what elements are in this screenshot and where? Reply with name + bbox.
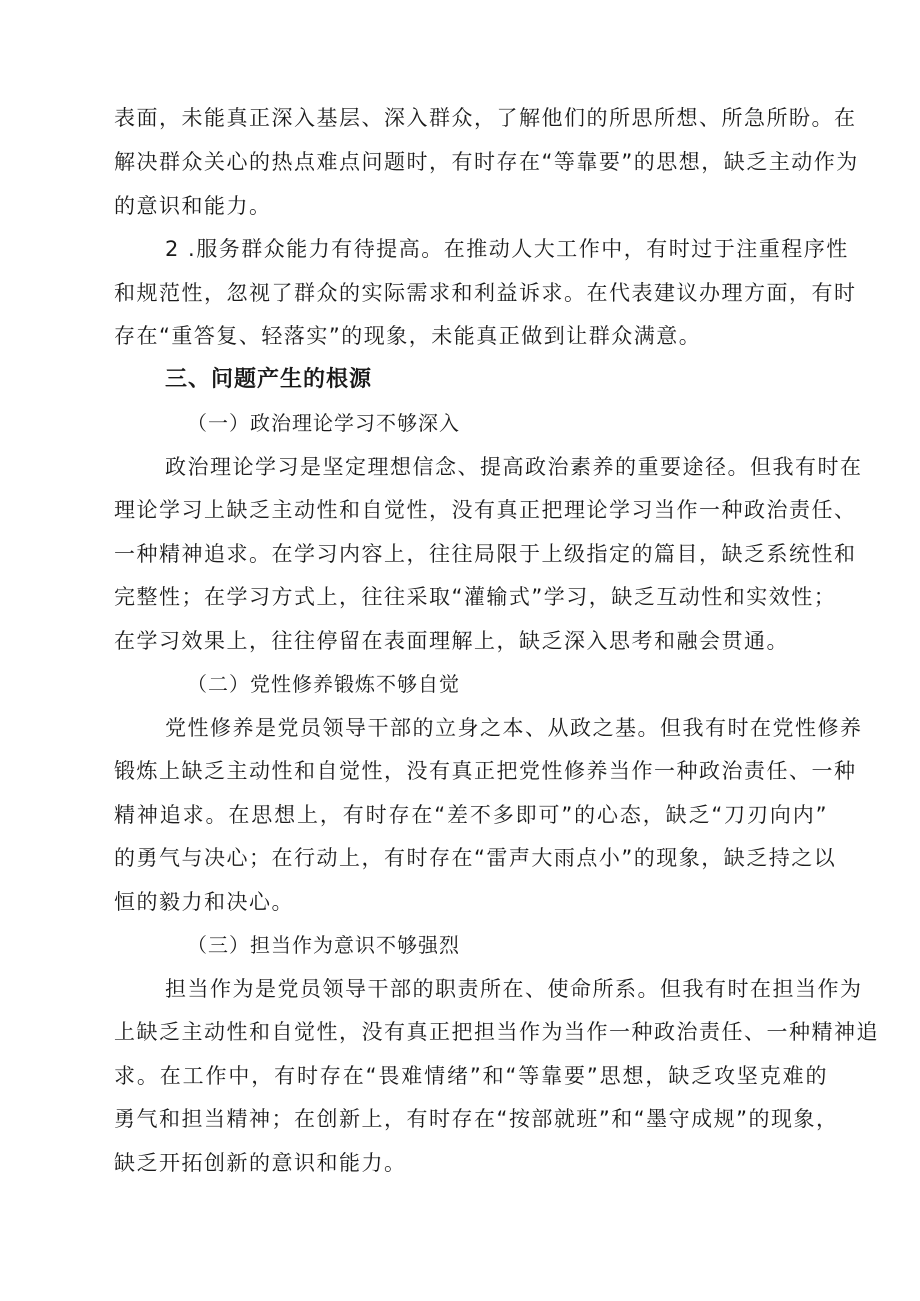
paragraph-line: 完整性；在学习方式上，往往采取“灌输式”学习，缺乏互动性和实效性；: [114, 585, 837, 609]
paragraph-line: 在学习效果上，往往停留在表面理解上，缺乏深入思考和融会贯通。: [114, 629, 789, 653]
paragraph-line: 求。在工作中，有时存在“畏难情绪”和“等靠要”思想，缺乏攻坚克难的: [114, 1064, 828, 1088]
paragraph-line: 理论学习上缺乏主动性和自觉性，没有真正把理论学习当作一种政治责任、: [114, 498, 857, 522]
paragraph-line: 的意识和能力。: [114, 194, 272, 218]
paragraph-line: 恒的毅力和决心。: [114, 890, 294, 914]
subsection-heading: （二）党性修养锻炼不够自觉: [187, 672, 460, 696]
paragraph-line: 2 .服务群众能力有待提高。在推动人大工作中，有时过于注重程序性: [165, 237, 849, 261]
paragraph-line: 存在“重答复、轻落实”的现象，未能真正做到让群众满意。: [114, 324, 702, 348]
section-heading: 三、问题产生的根源: [165, 367, 373, 392]
paragraph-line: 政治理论学习是坚定理想信念、提高政治素养的重要途径。但我有时在: [165, 455, 863, 479]
paragraph-line: 缺乏开拓创新的意识和能力。: [114, 1151, 407, 1175]
paragraph-line: 解决群众关心的热点难点问题时，有时存在“等靠要”的思想，缺乏主动作为: [114, 150, 859, 174]
paragraph-line: 表面，未能真正深入基层、深入群众，了解他们的所思所想、所急所盼。在: [114, 106, 857, 130]
paragraph-line: 担当作为是党员领导干部的职责所在、使命所系。但我有时在担当作为: [165, 977, 863, 1001]
paragraph-line: 一种精神追求。在学习内容上，往往局限于上级指定的篇目，缺乏系统性和: [114, 542, 857, 566]
paragraph-line: 精神追求。在思想上，有时存在“差不多即可”的心态，缺乏“刀刃向内”: [114, 803, 828, 827]
paragraph-line: 党性修养是党员领导干部的立身之本、从政之基。但我有时在党性修养: [165, 716, 863, 740]
paragraph-line: 锻炼上缺乏主动性和自觉性，没有真正把党性修养当作一种政治责任、一种: [114, 759, 857, 783]
paragraph-line: 和规范性，忽视了群众的实际需求和利益诉求。在代表建议办理方面，有时: [114, 281, 857, 305]
paragraph-line: 上缺乏主动性和自觉性，没有真正把担当作为当作一种政治责任、一种精神追: [114, 1020, 879, 1044]
subsection-heading: （三）担当作为意识不够强烈: [187, 933, 460, 957]
subsection-heading: （一）政治理论学习不够深入: [187, 411, 460, 435]
paragraph-line: 勇气和担当精神；在创新上，有时存在“按部就班”和“墨守成规”的现象，: [114, 1107, 839, 1131]
paragraph-line: 的勇气与决心；在行动上，有时存在“雷声大雨点小”的现象，缺乏持之以: [114, 846, 837, 870]
